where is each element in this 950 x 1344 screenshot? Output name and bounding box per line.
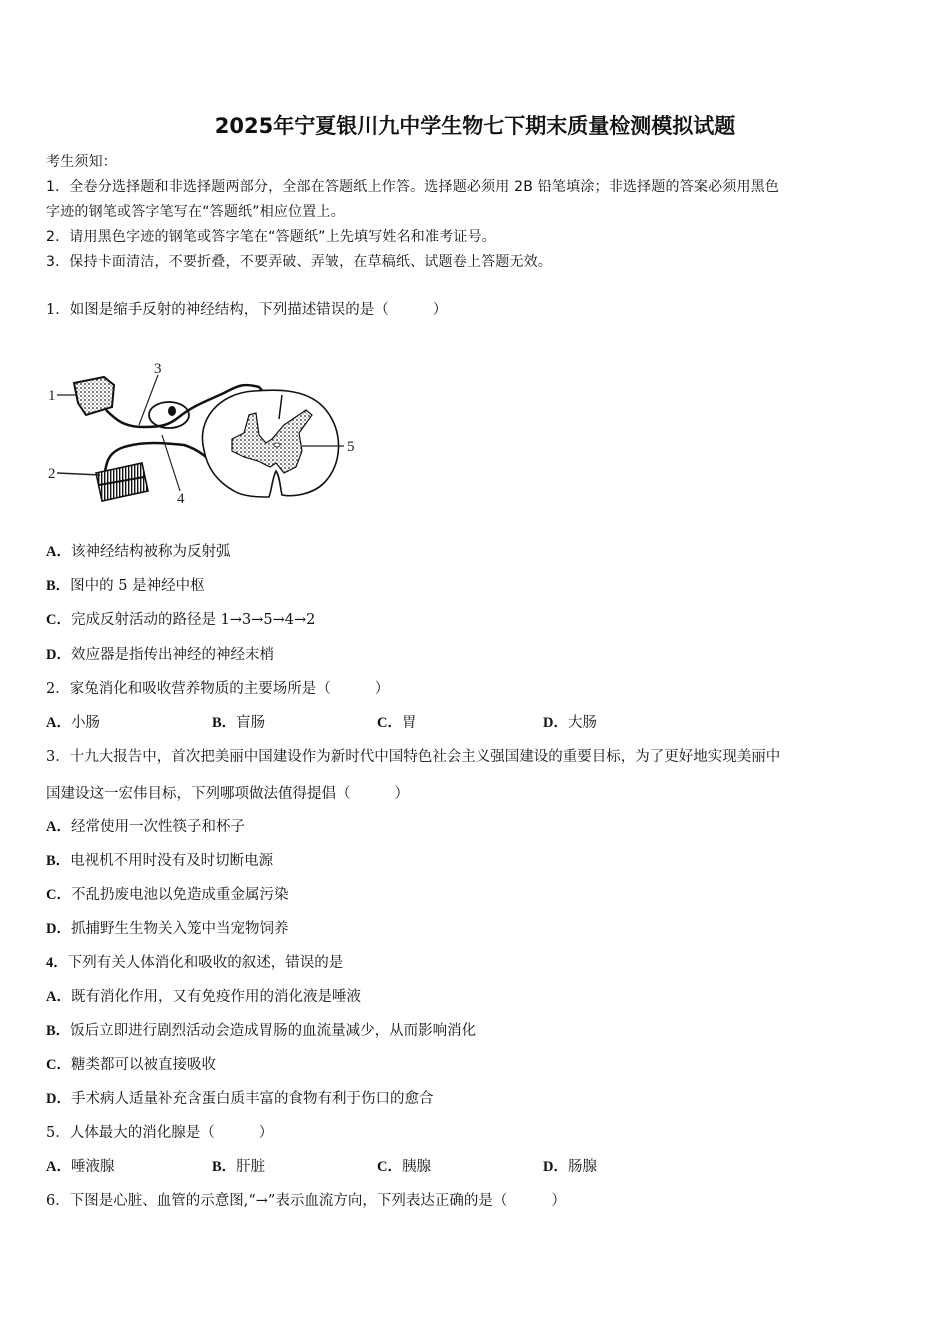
spinal-cord-icon xyxy=(202,390,338,497)
q5-option-d[interactable]: D．肠腺 xyxy=(543,1159,597,1175)
q4-option-d[interactable]: D．手术病人适量补充含蛋白质丰富的食物有利于伤口的愈合 xyxy=(46,1091,434,1107)
question-5-stem: 5．人体最大的消化腺是（ ） xyxy=(46,1125,274,1141)
q3-option-c[interactable]: C．不乱扔废电池以免造成重金属污染 xyxy=(46,887,289,903)
question-3-stem-cont: 国建设这一宏伟目标，下列哪项做法值得提倡（ ） xyxy=(46,786,409,802)
q5-option-c[interactable]: C．胰腺 xyxy=(377,1159,431,1175)
q3-option-b[interactable]: B．电视机不用时没有及时切断电源 xyxy=(46,853,274,869)
q2-option-d[interactable]: D．大肠 xyxy=(543,715,597,731)
notice-item-3: 3．保持卡面清洁，不要折叠，不要弄破、弄皱，在草稿纸、试题卷上答题无效。 xyxy=(46,254,553,270)
q4-option-b[interactable]: B．饭后立即进行剧烈活动会造成胃肠的血流量减少，从而影响消化 xyxy=(46,1023,477,1039)
notice-item-2: 2．请用黑色字迹的钢笔或答字笔在“答题纸”上先填写姓名和准考证号。 xyxy=(46,229,497,245)
q1-option-d[interactable]: D．效应器是指传出神经的神经末梢 xyxy=(46,647,274,663)
svg-text:3: 3 xyxy=(154,361,162,377)
q3-option-d[interactable]: D．抓捕野生生物关入笼中当宠物饲养 xyxy=(46,921,289,937)
q5-option-a[interactable]: A．唾液腺 xyxy=(46,1159,115,1175)
q4-option-a[interactable]: A．既有消化作用，又有免疫作用的消化液是唾液 xyxy=(46,989,361,1005)
q1-option-b[interactable]: B．图中的 5 是神经中枢 xyxy=(46,578,205,594)
question-6-stem: 6．下图是心脏、血管的示意图,“→”表示血流方向，下列表达正确的是（ ） xyxy=(46,1193,566,1209)
q2-option-c[interactable]: C．胃 xyxy=(377,715,417,731)
q1-option-c[interactable]: C．完成反射活动的路径是 1→3→5→4→2 xyxy=(46,612,316,628)
notice-item-1-cont: 字迹的钢笔或答字笔写在“答题纸”相应位置上。 xyxy=(46,204,345,220)
notice-heading: 考生须知： xyxy=(46,154,117,170)
question-2-stem: 2．家兔消化和吸收营养物质的主要场所是（ ） xyxy=(46,681,390,697)
svg-text:2: 2 xyxy=(48,466,56,482)
question-number: 1． xyxy=(46,302,70,318)
notice-item-1: 1．全卷分选择题和非选择题两部分，全部在答题纸上作答。选择题必须用 2B 铅笔填涂；非选择题的答案必须用黑色 xyxy=(46,179,780,195)
question-4-stem: 4．下列有关人体消化和吸收的叙述，错误的是 xyxy=(46,955,344,971)
q1-option-a[interactable]: A．该神经结构被称为反射弧 xyxy=(46,544,231,560)
receptor-icon xyxy=(74,377,114,415)
svg-text:4: 4 xyxy=(177,491,185,507)
q5-option-b[interactable]: B．肝脏 xyxy=(212,1159,266,1175)
document-title: 2025年宁夏银川九中学生物七下期末质量检测模拟试题 xyxy=(214,114,736,138)
q2-option-a[interactable]: A．小肠 xyxy=(46,715,100,731)
q2-option-b[interactable]: B．盲肠 xyxy=(212,715,266,731)
question-1-stem: 1．如图是缩手反射的神经结构，下列描述错误的是（ ） xyxy=(46,302,448,318)
q5-options xyxy=(46,1157,906,1177)
reflex-arc-diagram xyxy=(44,355,364,510)
effector-icon xyxy=(96,463,148,501)
question-3-stem: 3．十九大报告中，首次把美丽中国建设作为新时代中国特色社会主义强国建设的重要目标，为了更好地实现美丽中 xyxy=(46,749,781,765)
svg-text:5: 5 xyxy=(347,439,355,455)
q2-options xyxy=(46,713,906,733)
q4-option-c[interactable]: C．糖类都可以被直接吸收 xyxy=(46,1057,216,1073)
q3-option-a[interactable]: A．经常使用一次性筷子和杯子 xyxy=(46,819,245,835)
svg-text:1: 1 xyxy=(48,388,56,404)
